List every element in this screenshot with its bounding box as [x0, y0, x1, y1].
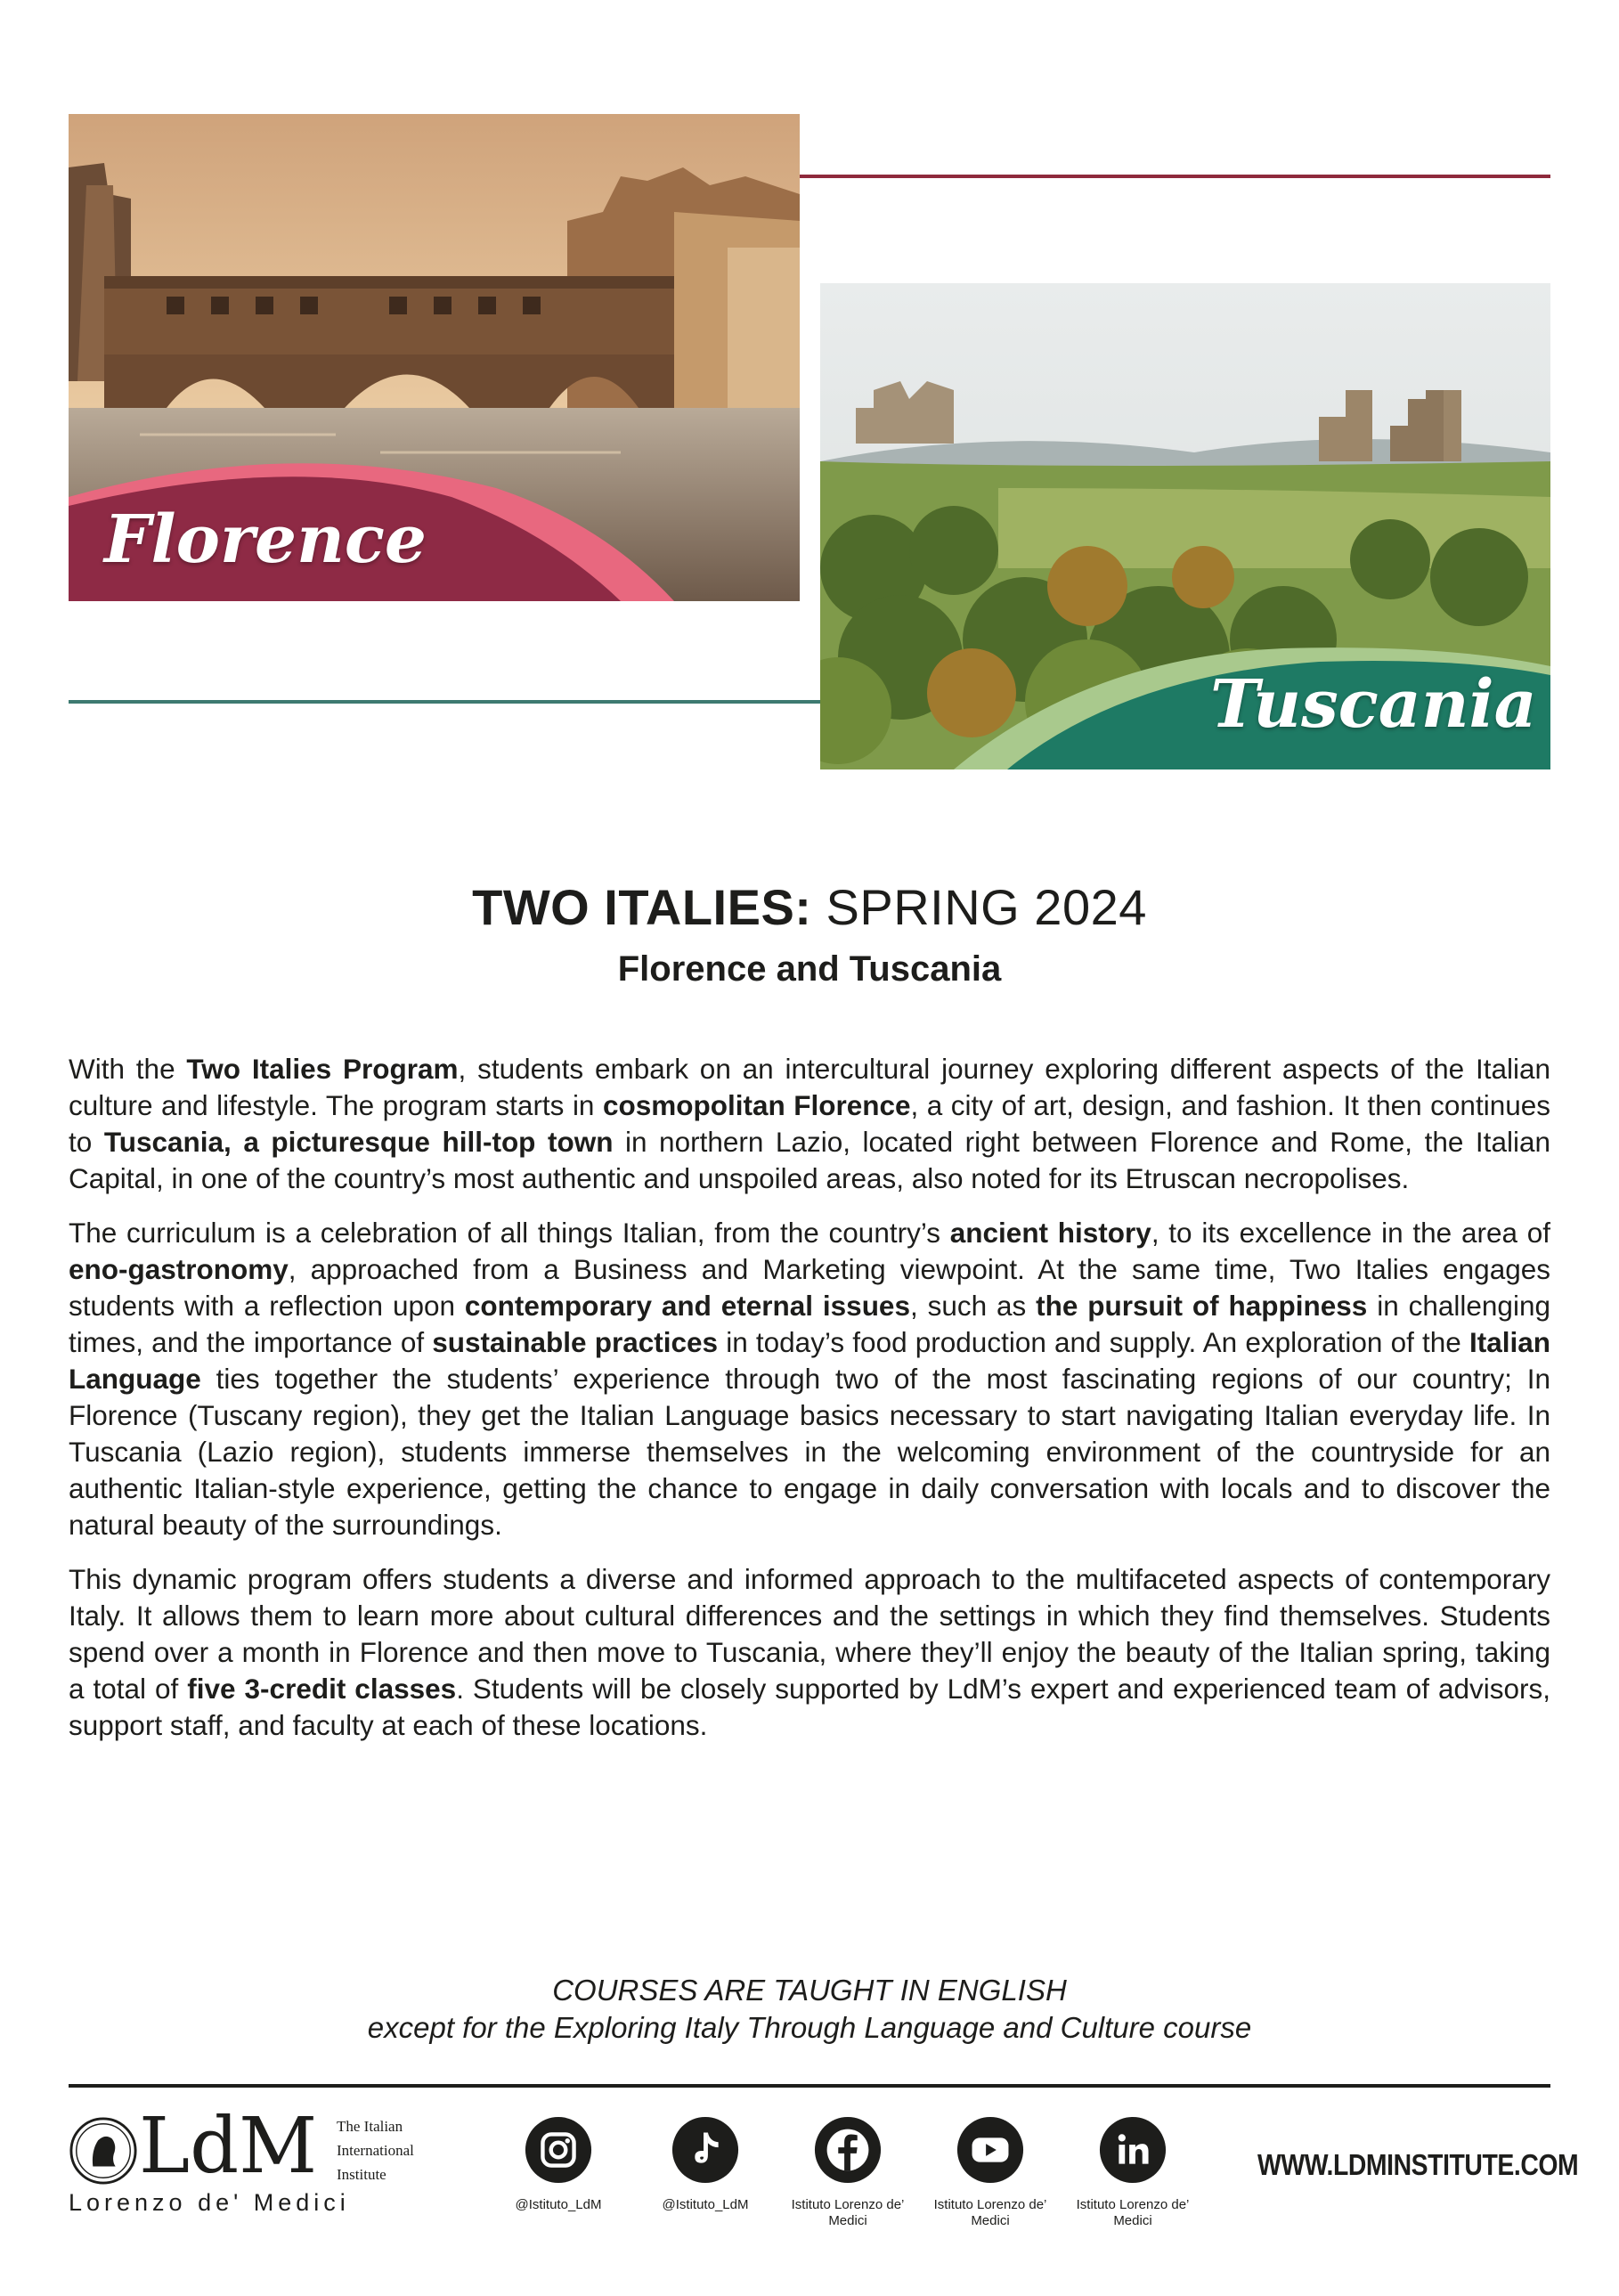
language-note-1: COURSES ARE TAUGHT IN ENGLISH: [552, 1974, 1067, 2007]
paragraph-text: , a city of art, design, and fashion. It then continues to: [69, 1089, 1551, 1158]
body-text: [69, 1051, 1550, 1762]
title-bold: TWO ITALIES:: [472, 879, 812, 935]
social-instagram[interactable]: [492, 2115, 625, 2213]
ldm-logo: LdM: [139, 2102, 318, 2191]
florence-photo: [69, 114, 800, 601]
page-title: [0, 878, 1619, 936]
paragraph-text: With the: [69, 1053, 187, 1085]
emphasis-text: eno-gastronomy: [69, 1253, 289, 1285]
logo-tag-line-2: International: [337, 2142, 414, 2159]
medici-crest-icon: [69, 2116, 138, 2186]
facebook-icon[interactable]: [813, 2115, 883, 2185]
paragraph-text: , such as: [909, 1290, 1037, 1322]
paragraph-text: , approached from a Business and Marketing viewpoint. At the same time, Two Italies engages students with a reflection upon: [69, 1253, 1550, 1322]
paragraph-3: [69, 1561, 1550, 1744]
footer-divider: [69, 2084, 1550, 2088]
paragraph-text: This dynamic program offers students a diverse and informed approach to the multifaceted aspects of contemporary Italy. It allows them to learn more about cultural differences and the settings in which they find themselves. Students spend over a month in Florence and then move to Tuscania, where they’ll enjoy the beauty of the Italian spring, taking a total of: [69, 1563, 1550, 1705]
paragraph-text: in challenging times, and the importance of: [69, 1290, 1550, 1358]
paragraph-text: , to its excellence in the area of: [1151, 1217, 1551, 1249]
emphasis-text: cosmopolitan Florence: [602, 1089, 911, 1121]
top-red-rule: [799, 175, 1550, 178]
paragraph-text: ties together the students’ experience through two of the most fascinating regions of our country; In Florence (Tuscany region), they get the Italian Language basics necessary to start navigating Italian everyday life. In Tuscania (Lazio region), students immerse themselves in the welcoming environment of the countryside for an authentic Italian-style experience, getting the chance to engage in daily conversation with locals and to discover the natural beauty of the surroundings.: [69, 1363, 1550, 1541]
emphasis-text: the pursuit of happiness: [1036, 1290, 1368, 1322]
teal-rule: [69, 700, 820, 704]
social-linkedin[interactable]: [1066, 2115, 1200, 2229]
social-handle: Istituto Lorenzo de’ Medici: [933, 2197, 1047, 2228]
paragraph-text: The curriculum is a celebration of all things Italian, from the country’s: [69, 1217, 950, 1249]
social-handle: @Istituto_LdM: [662, 2197, 749, 2212]
language-note-2: except for the Exploring Italy Through Language and Culture course: [367, 2011, 1252, 2044]
website-link[interactable]: WWW.LDMINSTITUTE.COM: [1257, 2148, 1579, 2181]
social-handle: Istituto Lorenzo de’ Medici: [1076, 2197, 1190, 2228]
emphasis-text: ancient history: [949, 1217, 1151, 1249]
paragraph-2: [69, 1215, 1550, 1543]
social-handle: Istituto Lorenzo de’ Medici: [791, 2197, 905, 2228]
emphasis-text: Tuscania, a picturesque hill-top town: [103, 1126, 614, 1158]
logo-tag-line-1: The Italian: [337, 2118, 403, 2135]
tiktok-icon[interactable]: [671, 2115, 740, 2185]
youtube-icon[interactable]: [956, 2115, 1025, 2185]
paragraph-text: , students embark on an intercultural journey exploring different aspects of the Italian culture and lifestyle. The program starts in: [69, 1053, 1550, 1121]
tuscania-label: Tuscania: [1210, 666, 1537, 743]
emphasis-text: contemporary and eternal issues: [464, 1290, 910, 1322]
florence-label: Florence: [104, 501, 427, 578]
title-rest: SPRING 2024: [826, 879, 1147, 935]
paragraph-text: in today’s food production and supply. An exploration of the: [718, 1326, 1469, 1358]
paragraph-text: in northern Lazio, located right between Florence and Rome, the Italian Capital, in one of the country’s most authentic and unspoiled areas, also noted for its Etruscan necropolises.: [69, 1126, 1550, 1194]
social-facebook[interactable]: [781, 2115, 915, 2229]
emphasis-text: Two Italies Program: [186, 1053, 459, 1085]
social-youtube[interactable]: [923, 2115, 1057, 2229]
logo-tag-line-3: Institute: [337, 2166, 386, 2183]
logo-tagline: [337, 2114, 414, 2186]
social-tiktok[interactable]: [639, 2115, 772, 2213]
emphasis-text: five 3-credit classes: [187, 1673, 457, 1705]
paragraph-text: . Students will be closely supported by LdM’s expert and experienced team of advisors, support staff, and faculty at each of these locations.: [69, 1673, 1551, 1741]
page-subtitle: Florence and Tuscania: [617, 949, 1002, 989]
logo-subtitle: Lorenzo de' Medici: [69, 2189, 350, 2216]
emphasis-text: sustainable practices: [432, 1326, 719, 1358]
tuscania-photo: [820, 283, 1550, 769]
paragraph-1: [69, 1051, 1550, 1197]
emphasis-text: Italian Language: [69, 1326, 1550, 1395]
instagram-icon[interactable]: [524, 2115, 593, 2185]
social-handle: @Istituto_LdM: [515, 2197, 602, 2212]
linkedin-icon[interactable]: [1098, 2115, 1167, 2185]
